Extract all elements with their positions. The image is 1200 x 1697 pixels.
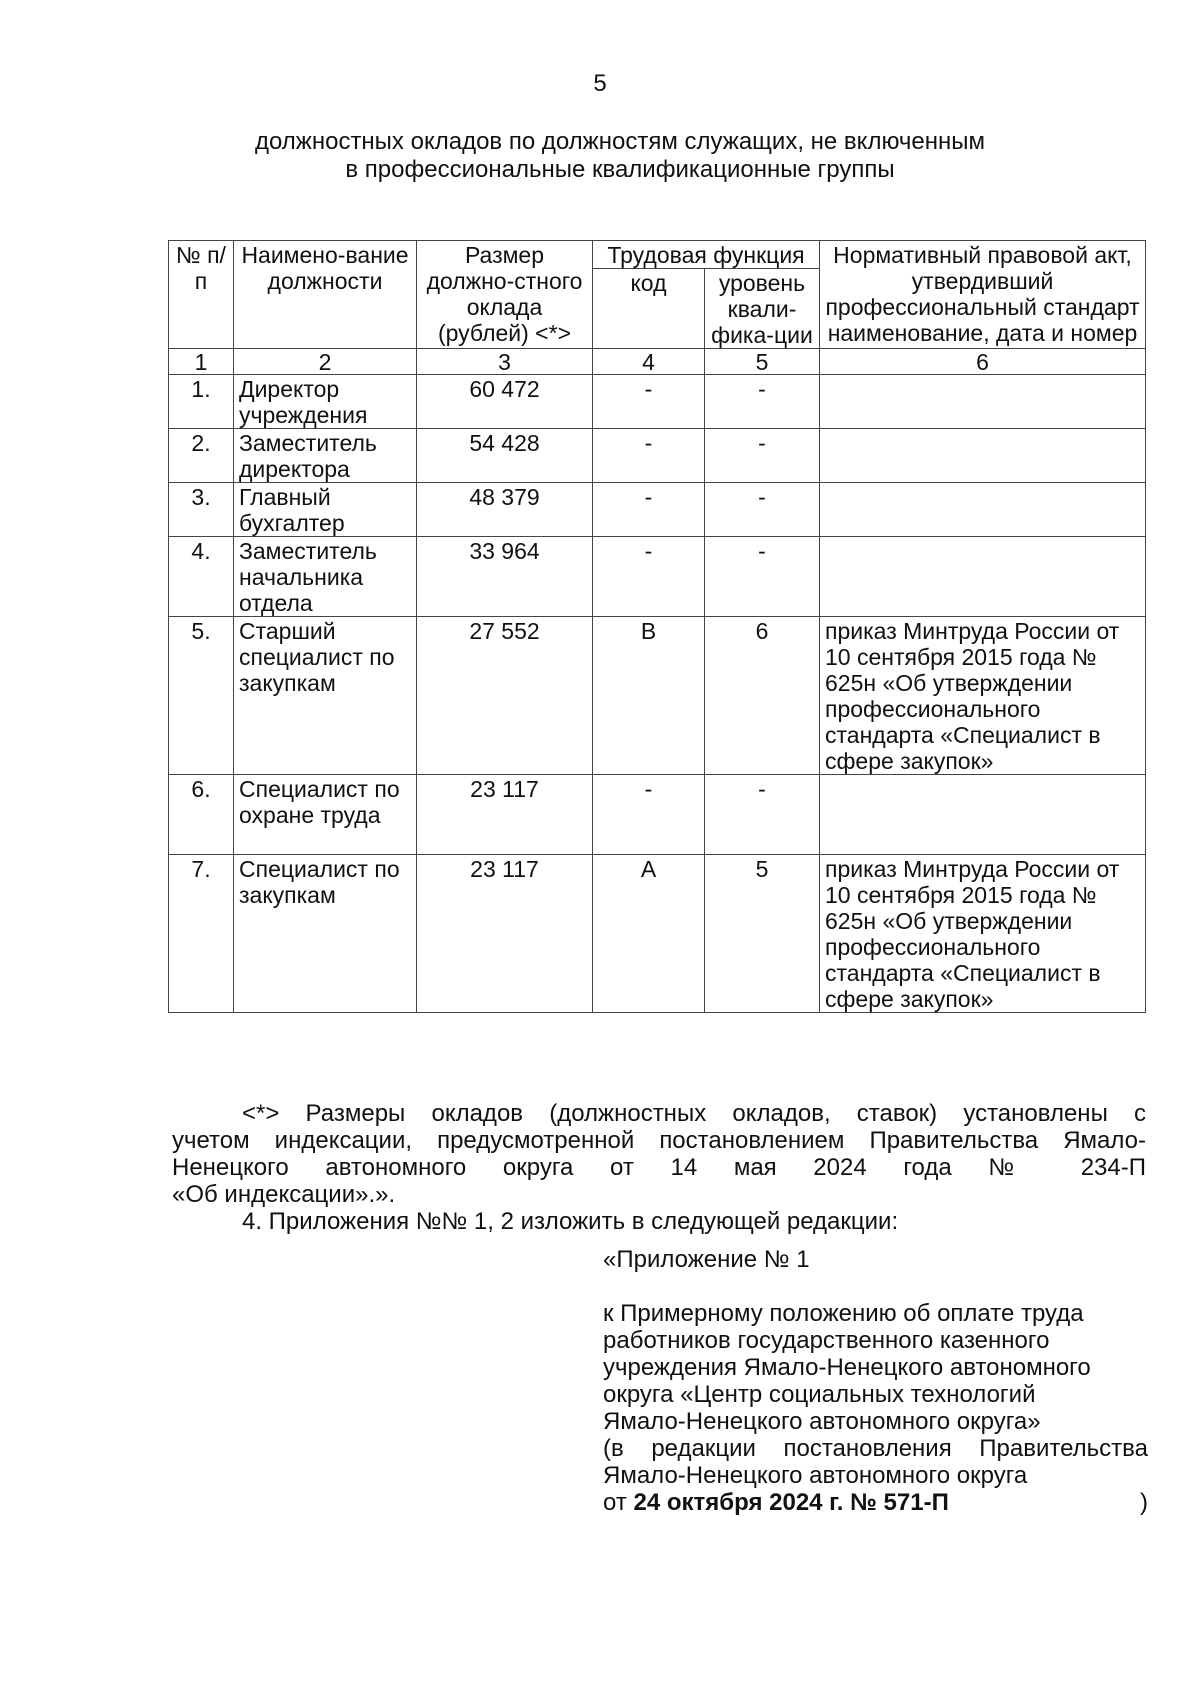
header-name: Наимено-вание должности bbox=[234, 241, 417, 349]
appendix-line: округа «Центр социальных технологий bbox=[603, 1381, 1036, 1408]
row-level: - bbox=[705, 483, 820, 537]
table-row bbox=[169, 537, 1146, 617]
appendix-date-line bbox=[603, 1489, 1148, 1516]
row-salary: 48 379 bbox=[417, 483, 593, 537]
row-code: - bbox=[593, 375, 705, 429]
column-number: 4 bbox=[593, 349, 705, 375]
row-level: 5 bbox=[705, 855, 820, 1013]
row-act bbox=[820, 483, 1146, 537]
appendix-title: «Приложение № 1 bbox=[603, 1246, 810, 1273]
footnote-line-1: <*> Размеры окладов (должностных окладов, ставок) установлены с bbox=[242, 1100, 1146, 1127]
table-row bbox=[169, 483, 1146, 537]
document-date-number: 24 октября 2024 г. № 571-П bbox=[633, 1489, 949, 1516]
row-code: - bbox=[593, 537, 705, 617]
column-number: 3 bbox=[417, 349, 593, 375]
table-row bbox=[169, 375, 1146, 429]
appendix-line: работников государственного казенного bbox=[603, 1327, 1050, 1354]
row-num: 6. bbox=[169, 775, 234, 855]
heading-line-1: должностных окладов по должностям служащих, не включенным bbox=[254, 128, 986, 155]
appendix-header bbox=[603, 1246, 1148, 1516]
row-code: А bbox=[593, 855, 705, 1013]
table-header-row bbox=[169, 241, 1146, 269]
row-num: 2. bbox=[169, 429, 234, 483]
row-salary: 60 472 bbox=[417, 375, 593, 429]
row-act bbox=[820, 375, 1146, 429]
row-num: 1. bbox=[169, 375, 234, 429]
row-code: - bbox=[593, 775, 705, 855]
row-level: - bbox=[705, 375, 820, 429]
row-salary: 54 428 bbox=[417, 429, 593, 483]
row-salary: 23 117 bbox=[417, 775, 593, 855]
row-code: В bbox=[593, 617, 705, 775]
row-act: приказ Минтруда России от 10 сентября 2015 года № 625н «Об утверждении профессионального стандарта «Специалист в сфере закупок» bbox=[820, 855, 1146, 1013]
row-salary: 27 552 bbox=[417, 617, 593, 775]
salary-table bbox=[168, 240, 1146, 1013]
row-code: - bbox=[593, 483, 705, 537]
row-name: Специалист по закупкам bbox=[234, 855, 417, 1013]
column-number: 6 bbox=[820, 349, 1146, 375]
closing-paren: ) bbox=[1140, 1489, 1148, 1516]
row-num: 7. bbox=[169, 855, 234, 1013]
footnote-block bbox=[172, 1100, 1146, 1235]
footnote-line-2: учетом индексации, предусмотренной постановлением Правительства Ямало- bbox=[172, 1127, 1146, 1154]
header-num: № п/п bbox=[169, 241, 234, 349]
row-level: - bbox=[705, 429, 820, 483]
header-salary: Размер должно-стного оклада (рублей) <*> bbox=[417, 241, 593, 349]
appendix-line: к Примерному положению об оплате труда bbox=[603, 1300, 1084, 1327]
item-4-paragraph: 4. Приложения №№ 1, 2 изложить в следующей редакции: bbox=[242, 1208, 899, 1235]
document-heading bbox=[170, 128, 1070, 184]
row-num: 3. bbox=[169, 483, 234, 537]
row-name: Старший специалист по закупкам bbox=[234, 617, 417, 775]
appendix-line: (в редакции постановления Правительства bbox=[603, 1435, 1148, 1462]
table-row bbox=[169, 775, 1146, 855]
row-name: Директор учреждения bbox=[234, 375, 417, 429]
footnote-line-4: «Об индексации».». bbox=[172, 1181, 396, 1208]
row-num: 4. bbox=[169, 537, 234, 617]
table-row bbox=[169, 429, 1146, 483]
row-salary: 33 964 bbox=[417, 537, 593, 617]
date-prefix: от bbox=[603, 1489, 627, 1516]
row-name: Главный бухгалтер bbox=[234, 483, 417, 537]
header-function-group: Трудовая функция bbox=[593, 241, 820, 269]
row-name: Специалист по охране труда bbox=[234, 775, 417, 855]
row-name: Заместитель директора bbox=[234, 429, 417, 483]
footnote-line-3: Ненецкого автономного округа от 14 мая 2024 года № 234-П bbox=[172, 1154, 1146, 1181]
column-number: 2 bbox=[234, 349, 417, 375]
appendix-line: Ямало-Ненецкого автономного округа bbox=[603, 1462, 1028, 1489]
column-number: 1 bbox=[169, 349, 234, 375]
row-act bbox=[820, 775, 1146, 855]
row-act bbox=[820, 537, 1146, 617]
header-code: код bbox=[593, 269, 705, 349]
header-level: уровень квали-фика-ции bbox=[705, 269, 820, 349]
appendix-line: Ямало-Ненецкого автономного округа» bbox=[603, 1408, 1041, 1435]
row-num: 5. bbox=[169, 617, 234, 775]
page-number: 5 bbox=[593, 70, 607, 97]
heading-line-2: в профессиональные квалификационные группы bbox=[345, 156, 895, 183]
column-number-row bbox=[169, 349, 1146, 375]
row-salary: 23 117 bbox=[417, 855, 593, 1013]
column-number: 5 bbox=[705, 349, 820, 375]
row-code: - bbox=[593, 429, 705, 483]
row-level: - bbox=[705, 537, 820, 617]
row-level: - bbox=[705, 775, 820, 855]
row-act bbox=[820, 429, 1146, 483]
row-name: Заместитель начальника отдела bbox=[234, 537, 417, 617]
header-act: Нормативный правовой акт, утвердивший профессиональный стандарт наименование, дата и номер bbox=[820, 241, 1146, 349]
row-level: 6 bbox=[705, 617, 820, 775]
row-act: приказ Минтруда России от 10 сентября 2015 года № 625н «Об утверждении профессионального стандарта «Специалист в сфере закупок» bbox=[820, 617, 1146, 775]
table-row bbox=[169, 617, 1146, 775]
table-row bbox=[169, 855, 1146, 1013]
appendix-line: учреждения Ямало-Ненецкого автономного bbox=[603, 1354, 1091, 1381]
